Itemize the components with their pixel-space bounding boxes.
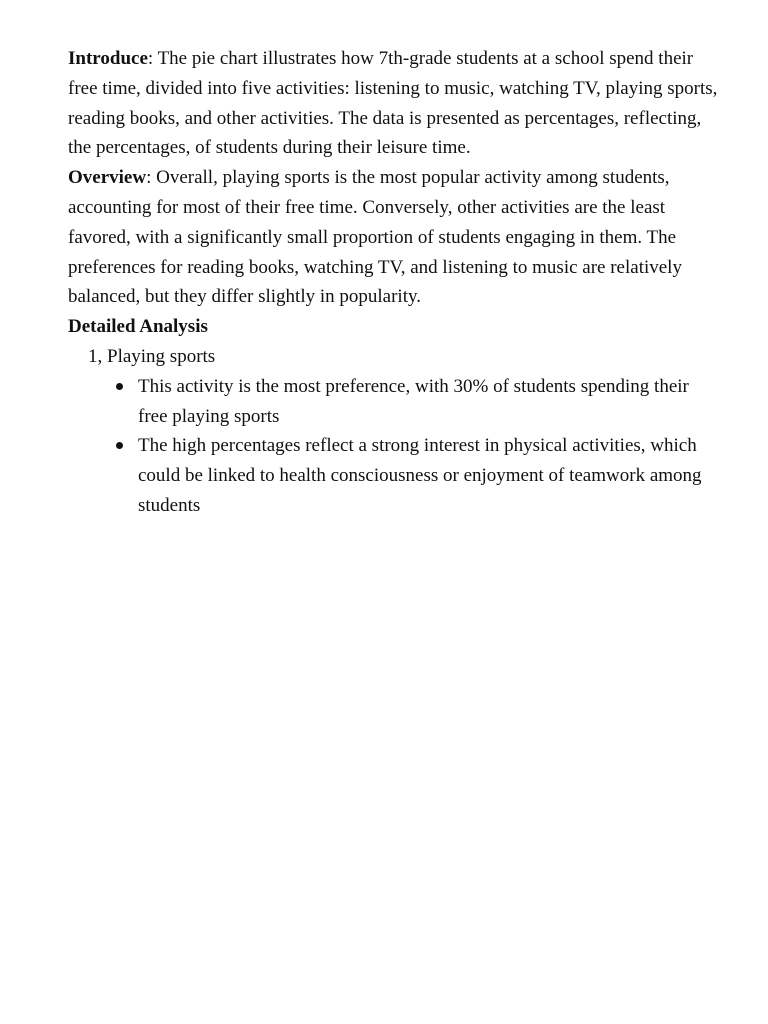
- overview-label: Overview: [68, 167, 147, 189]
- bullet-item: [138, 372, 722, 432]
- overview-paragraph: [68, 163, 722, 312]
- bullet-icon: [116, 383, 123, 390]
- analysis-heading: Detailed Analysis: [68, 316, 208, 338]
- analysis-item-title: 1, Playing sports: [88, 345, 216, 367]
- intro-label: Introduce: [68, 48, 148, 69]
- intro-paragraph: [68, 44, 722, 163]
- bullet-text: The high percentages reflect a strong interest in physical activities, which could be linked to health consciousness or enjoyment of teamwork among students: [138, 435, 702, 516]
- analysis-bullet-list: [68, 372, 722, 521]
- intro-text: : The pie chart illustrates how 7th-grade students at a school spend their free time, divided into five activities: listening to music, watching TV, playing sports, reading books, and other activities. The data is presented as percentages, reflecting, the percentages, of students during their leisure time.: [68, 48, 718, 159]
- bullet-item: [138, 431, 722, 520]
- bullet-text: This activity is the most preference, with 30% of students spending their free playing sports: [138, 375, 689, 427]
- bullet-icon: [116, 442, 123, 449]
- overview-text: : Overall, playing sports is the most popular activity among students, accounting for most of their free time. Conversely, other activities are the least favored, with a significantly small proportion of students engaging in them. The preferences for reading books, watching TV, and listening to music are relatively balanced, but they differ slightly in popularity.: [68, 167, 682, 308]
